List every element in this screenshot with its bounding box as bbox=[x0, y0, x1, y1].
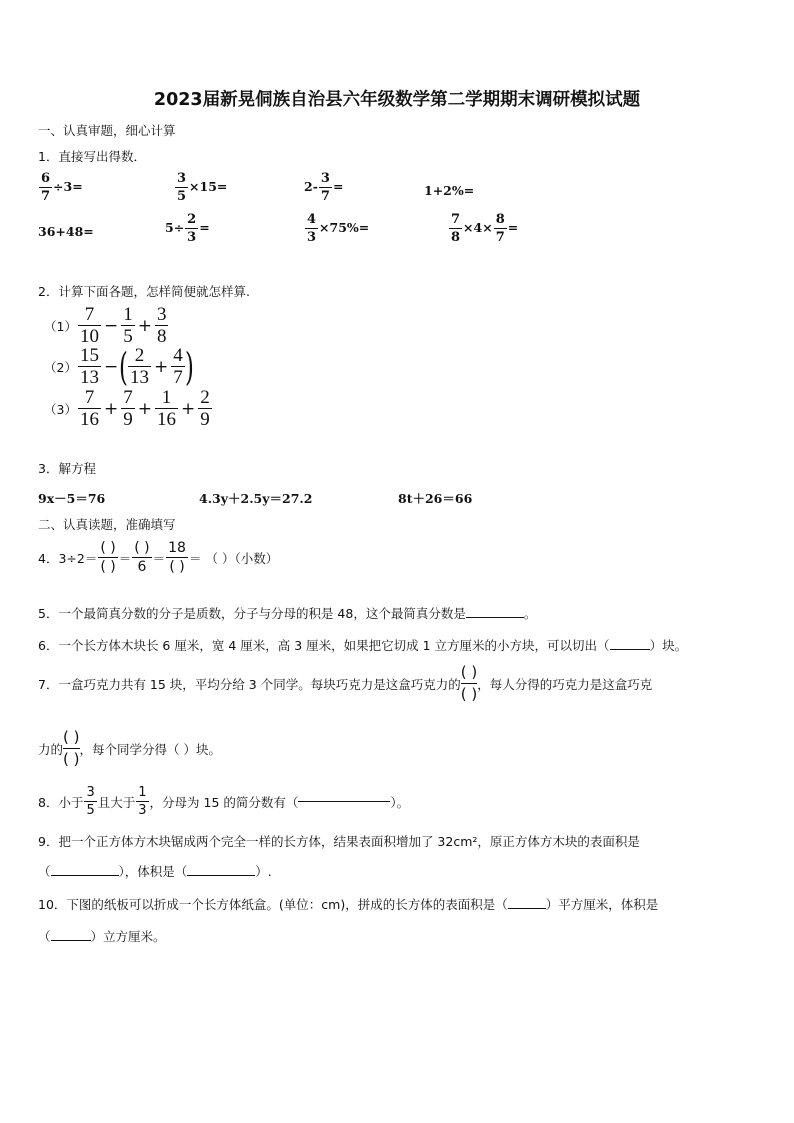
answer-blank[interactable] bbox=[51, 940, 91, 941]
question-2-label: 2．计算下面各题，怎样简便就怎样算. bbox=[38, 284, 250, 299]
q1-item-a: $\frac{6}{7}$ ÷3= bbox=[41, 171, 83, 204]
answer-blank[interactable] bbox=[187, 875, 255, 876]
q1-item-g: $\frac{4}{3}$ ×75%= bbox=[307, 212, 370, 245]
q1-item-f: 5÷ $\frac{2}{3}$ = bbox=[165, 212, 210, 245]
question-5: 5．一个最简真分数的分子是质数，分子与分母的积是 48，这个最简真分数是 。 bbox=[38, 606, 537, 621]
equation-2: 4.3y＋2.5y＝27.2 bbox=[199, 491, 313, 506]
answer-blank[interactable] bbox=[466, 617, 524, 618]
answer-blank[interactable] bbox=[508, 908, 546, 909]
question-9-line-2: （ ），体积是（ ）. bbox=[38, 864, 272, 879]
q1-item-c: 2- $\frac{3}{7}$ = bbox=[304, 171, 344, 204]
fraction-blank[interactable]: ( ) ( ) bbox=[63, 728, 80, 768]
question-9-line-1: 9．把一个正方体方木块锯成两个完全一样的长方体，结果表面积增加了 32cm²，原正方体方木块的表面积是 bbox=[38, 834, 640, 849]
q2-part-1: （1） $\frac{7}{10}$ − $\frac{1}{5}$ + $\frac{3}{8}$ bbox=[44, 304, 167, 347]
q1-item-d: 1+2%= bbox=[424, 183, 475, 198]
page-title: 2023届新晃侗族自治县六年级数学第二学期期末调研模拟试题 bbox=[153, 90, 641, 110]
question-10-line-1: 10．下图的纸板可以折成一个长方体纸盒。(单位：cm)，拼成的长方体的表面积是（ ）平方厘米，体积是 bbox=[38, 897, 659, 912]
q1-item-e: 36+48= bbox=[38, 224, 94, 239]
equation-3: 8t＋26＝66 bbox=[398, 491, 473, 506]
question-10-line-2: （ ）立方厘米。 bbox=[38, 929, 166, 944]
question-4: 4．3÷2＝ $\frac{( )}{( )}$ ＝ $\frac{( )}{6}$ ＝ $\frac{18}{( )}$ ＝ （ ）（小数） bbox=[38, 540, 279, 575]
question-8: 8．小于 $\frac{3}{5}$ 且大于 $\frac{1}{3}$ ，分母为 15 的简分数有（ ）。 bbox=[38, 785, 410, 818]
answer-blank[interactable] bbox=[51, 875, 119, 876]
section-2-heading: 二、认真读题，准确填写 bbox=[38, 517, 176, 532]
q2-part-2: （2） $\frac{15}{13}$ − ( $\frac{2}{13}$ + $\frac{4}{7}$ ) bbox=[44, 344, 194, 389]
q2-part-3: （3） $\frac{7}{16}$ + $\frac{7}{9}$ + $\frac{1}{16}$ + $\frac{2}{9}$ bbox=[44, 387, 210, 430]
q1-item-b: $\frac{3}{5}$ ×15= bbox=[177, 171, 228, 204]
answer-blank[interactable] bbox=[298, 801, 390, 802]
question-7-line-1: 7．一盒巧克力共有 15 块，平均分给 3 个同学。每块巧克力是这盒巧克力的 ( ) ( ) ，每人分得的巧克力是这盒巧克 bbox=[38, 663, 653, 703]
q1-item-h: $\frac{7}{8}$ ×4× $\frac{8}{7}$ = bbox=[451, 212, 519, 245]
fraction-blank[interactable]: ( ) ( ) bbox=[460, 663, 478, 703]
equation-1: 9x－5＝76 bbox=[38, 491, 106, 506]
section-1-heading: 一、认真审题，细心计算 bbox=[38, 123, 176, 138]
question-1-label: 1．直接写出得数． bbox=[38, 149, 146, 164]
question-6: 6．一个长方体木块长 6 厘米，宽 4 厘米，高 3 厘米，如果把它切成 1 立方厘米的小方块，可以切出（ ）块。 bbox=[38, 638, 688, 653]
answer-blank[interactable] bbox=[610, 649, 650, 650]
question-3-label: 3．解方程 bbox=[38, 461, 96, 476]
question-7-line-2: 力的 ( ) ( ) ，每个同学分得（ ）块。 bbox=[38, 728, 221, 768]
